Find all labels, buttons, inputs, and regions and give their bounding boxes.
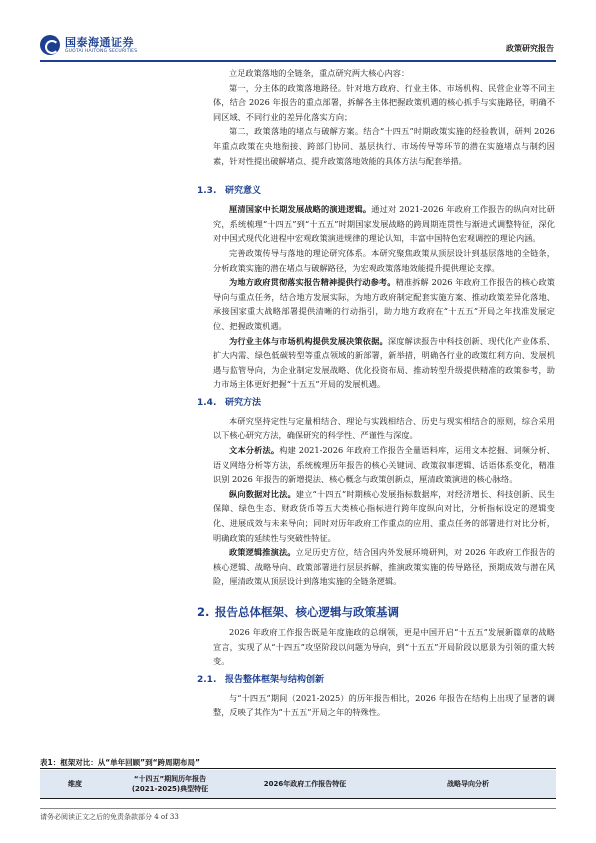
paragraph-lead: 为地方政府贯彻落实报告精神提供行动参考。: [229, 277, 396, 288]
paragraph: 完善政策传导与落地的理论研究体系。本研究聚焦政策从顶层设计到基层落地的全链条，分析政策实施的潜在堵点与破解路径，为宏观政策落地效能提升提供理论支撑。: [213, 247, 555, 273]
table-header-14th-fyp: “十四五”期间历年报告 (2021-2025)典型特征: [131, 775, 209, 793]
page-footer: 请务必阅读正文之后的免责条款部分 4 of 33: [40, 813, 179, 821]
logo-name-cn: 国泰海通证券: [65, 35, 134, 49]
paragraph: 本研究坚持定性与定量相结合、理论与实践相结合、历史与现实相结合的原则，综合采用以下核心研究方法，确保研究的科学性、严谨性与深度。: [213, 415, 555, 441]
paragraph: 与“十四五”期间（2021-2025）的历年报告相比，2026 年报告在结构上出现了显著的调整，反映了其作为“十五五”开局之年的特殊性。: [213, 692, 555, 718]
table-top-rule: [40, 768, 556, 769]
section-heading-1-3: 1.3. 研究意义: [197, 186, 262, 197]
paragraph: 为地方政府贯彻落实报告精神提供行动参考。精准拆解 2026 年政府工作报告的核心政策导向与重点任务，结合地方发展实际，为地方政府制定配套实施方案、推动政策差异化落地、承接国家重大战略部署提供清晰的行动指引，助力地方政府在“十五五”开局之年找准发展定位、把握政策机遇。: [213, 277, 555, 331]
section-heading-2: 2. 报告总体框架、核心逻辑与政策基调: [197, 605, 399, 619]
table-header-rule: [40, 798, 556, 799]
main-content: [197, 66, 555, 720]
page-header: [40, 30, 556, 62]
paragraph: 厘清国家中长期发展战略的演进逻辑。通过对 2021-2026 年政府工作报告的纵向对比研究，系统梳理“十四五”到“十五五”时期国家发展战略的跨周期连贯性与渐进式调整特征，深化对中国式现代化进程中宏观政策演进规律的理论认知，丰富中国特色宏观调控的理论内涵。: [213, 204, 555, 244]
table-header-dimension: 维度: [68, 780, 82, 788]
paragraph-lead: 为行业主体与市场机构提供发展决策依据。: [229, 335, 388, 346]
paragraph-lead: 纵向数据对比法。: [229, 488, 296, 499]
paragraph-lead: 厘清国家中长期发展战略的演进逻辑。: [229, 204, 372, 215]
logo-name-en: GUOTAI HAITONG SECURITIES: [65, 48, 138, 54]
table-caption: 表1：框架对比：从“单年回顾”到“跨周期布局”: [40, 758, 200, 767]
paragraph: 2026 年政府工作报告既是年度施政的总纲领，更是中国开启“十五五”发展新篇章的战略宣言，实现了从“十四五”攻坚阶段以问题为导向，到“十五五”开局阶段以愿景为引领的重大转变。: [213, 627, 555, 667]
header-divider: [40, 60, 556, 62]
paragraph: 政策逻辑推演法。立足历史方位，结合国内外发展环境研判，对 2026 年政府工作报告的核心逻辑、战略导向、政策部署进行层层拆解，推演政策实施的传导路径，预期成效与潜在风险，厘清政策从顶层设计到落地实施的全链条逻辑。: [213, 547, 555, 587]
paragraph: 第二，政策落地的堵点与破解方案。结合“十四五”时期政策实施的经验教训，研判 2026 年重点政策在央地衔接、跨部门协同、基层执行、市场传导等环节的潜在实施堵点与制约因素，针对性提出破解堵点、提升政策落地效能的具体方法与配套举措。: [213, 126, 555, 166]
paragraph: 文本分析法。构建 2021-2026 年政府工作报告全量语料库，运用文本挖掘、词频分析、语义网络分析等方法，系统梳理历年报告的核心关键词、政策叙事逻辑、话语体系变化，精准识别 2026 年报告的新增提法、核心概念与政策创新点，厘清政策演进的核心脉络。: [213, 445, 555, 485]
table-header-row: [40, 770, 556, 798]
report-type-label: 政策研究报告: [506, 44, 554, 53]
paragraph-lead: 文本分析法。: [229, 445, 280, 456]
footer-divider: [40, 808, 556, 809]
paragraph: 为行业主体与市场机构提供发展决策依据。深度解读报告中科技创新、现代化产业体系、扩大内需、绿色低碳转型等重点领域的新部署，新举措，明确各行业的政策红利方向、发展机遇与监管导向，为企业制定发展战略、优化投资布局、推动转型升级提供精准的政策参考，助力市场主体更好把握“十五五”开局的发展机遇。: [213, 335, 555, 390]
paragraph-lead: 政策逻辑推演法。: [229, 547, 296, 558]
section-heading-1-4: 1.4. 研究方法: [197, 397, 262, 408]
paragraph: 立足政策落地的全链条，重点研究两大核心内容：: [229, 68, 410, 78]
logo-icon: [40, 35, 60, 55]
paragraph: 第一，分主体的政策落地路径。针对地方政府、行业主体、市场机构、民营企业等不同主体，结合 2026 年报告的重点部署，拆解各主体把握政策机遇的核心抓手与实施路径，明确不同区域、不同行业的差异化落实方向；: [213, 82, 555, 122]
table-header-2026-report: 2026年政府工作报告特征: [263, 780, 347, 788]
table-header-strategy-analysis: 战略导向分析: [447, 780, 489, 788]
section-heading-2-1: 2.1. 报告整体框架与结构创新: [197, 674, 325, 685]
paragraph: 纵向数据对比法。建立“十四五”时期核心发展指标数据库，对经济增长、科技创新、民生保障、绿色生态、财政货币等五大类核心指标进行跨年度纵向对比，分析指标设定的逻辑变化、进展成效与未来导向；同时对历年政府工作重点的应用、重点任务的部署进行对比分析，明确政策的延续性与突破性特征。: [213, 488, 555, 543]
company-logo: [40, 34, 137, 56]
